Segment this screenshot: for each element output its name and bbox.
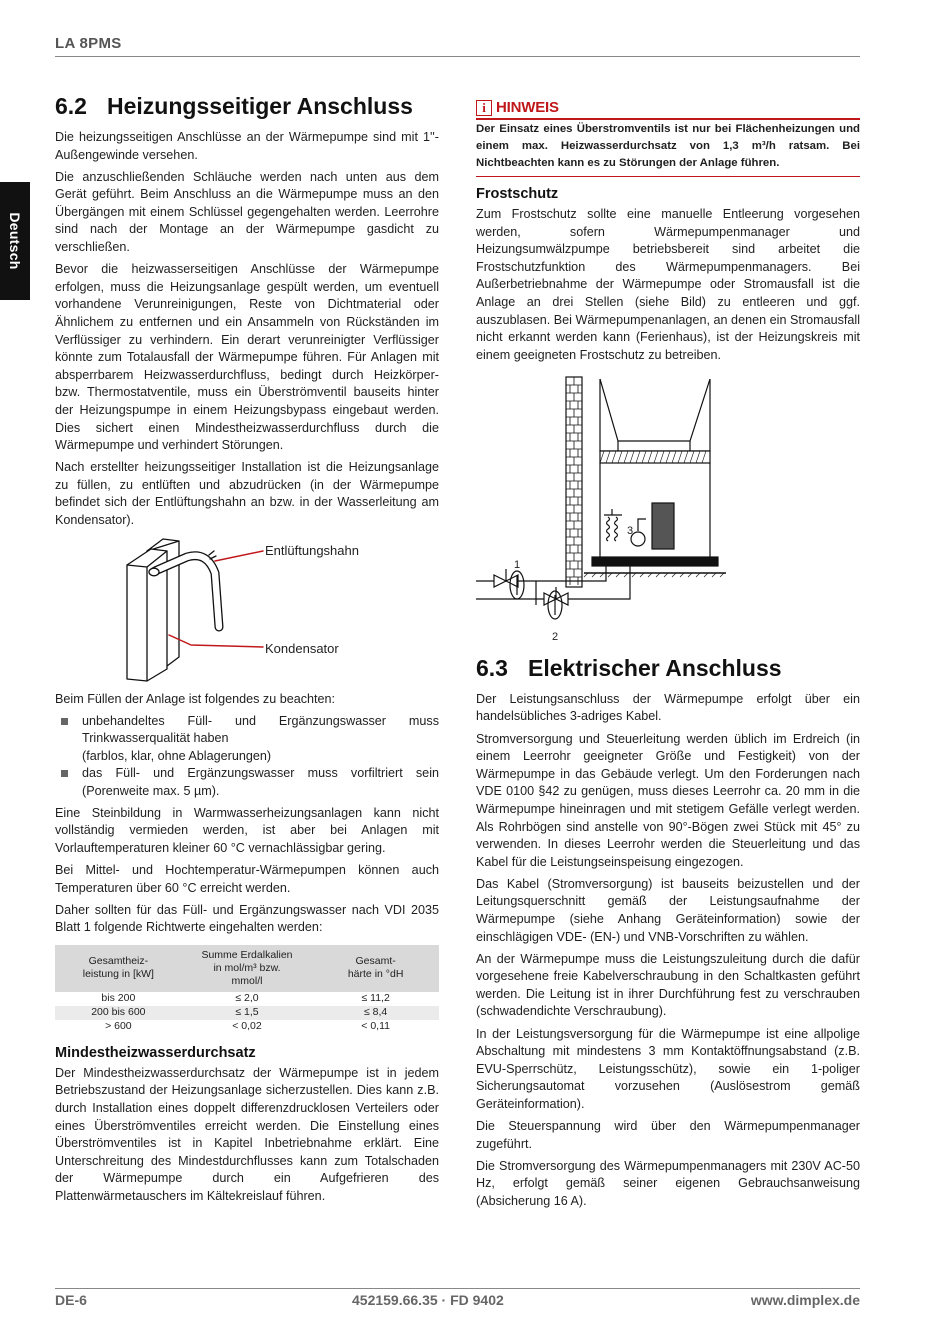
table-cell: > 600 — [105, 1020, 132, 1033]
language-tab-label: Deutsch — [7, 212, 23, 270]
table-header: Summe Erdalkalien in mol/m³ bzw. mmol/l — [182, 945, 313, 992]
table-row — [55, 1006, 439, 1020]
paragraph: Der Mindestheizwasserdurchsatz der Wärmepumpe ist in jedem Betriebszustand der Heizungsanlage sicherzustellen. Dies kann z.B. durch Installation eines doppelt differenzdrucklosen Verteilers oder eines Überströmventiles erreicht werden. Die Einstellung eines Überströmventiles ist in Kapitel Inbetriebnahme erklärt. Eine Unterschreitung des Mindestdurchflusses kann zum Totalschaden der Wärmepumpe durch ein Aufgefrieren des Plattenwärmetauschers im Kältekreislauf führen. — [55, 1065, 439, 1203]
label-condenser: Kondensator — [265, 640, 339, 656]
bullet-square-icon — [61, 770, 68, 777]
paragraph: Eine Steinbildung in Warmwasserheizungsanlagen kann nicht vollständig vermieden werden, ist aber bei Anlagen mit Vorlauftemperaturen kleiner 60 °C vernachlässigbar gering. — [55, 805, 439, 855]
label-bleed-valve: Entlüftungshahn — [265, 542, 359, 558]
list-item-text: das Füll- und Ergänzungswasser muss vorfiltriert sein (Porenweite max. 5 µm). — [82, 766, 439, 799]
figure-label-2: 2 — [552, 630, 559, 643]
paragraph: Bevor die heizwasserseitigen Anschlüsse der Wärmepumpe erfolgen, muss die Heizungsanlage gespült werden, um eventuell vorhandene Verunreinigungen, Reste von Dichtmaterial oder Ähnlichem zu entfernen und ein Ansammeln von Rückständen im Verflüssiger zu verhindern. Ein derart verunreinigter Verflüssiger könnte zum Totalausfall der Wärmepumpe führen. Für Anlagen mit absperrbarem Heizwasserdurchfluss, bedingt durch Heizkörper- bzw. Thermostatventile, muss ein Überströmventil bauseits hinter der Heizungspumpe in einem Heizungsbypass eingebaut werden. Dies sichert einen Mindestheizwasserdurchfluss durch die Wärmepumpe und verhindert Störungen. — [55, 262, 439, 453]
paragraph: Die Stromversorgung des Wärmepumpenmanagers mit 230V AC-50 Hz, erfolgt gemäß seiner eigenen Gebrauchsanweisung (Absicherung 16 A). — [476, 1158, 860, 1208]
section-number: 6.3 — [476, 654, 508, 681]
table-cell: ≤ 8,4 — [312, 1006, 439, 1020]
table-row — [55, 992, 439, 1006]
table-row — [55, 1020, 439, 1034]
table-cell: < 0,02 — [232, 1020, 262, 1033]
section-title: Heizungsseitiger Anschluss — [107, 93, 413, 119]
section-heading-6-2 — [55, 92, 439, 120]
paragraph: An der Wärmepumpe muss die Leistungszuleitung durch die dafür vorgesehene freie Kabelverschraubung in den Schaltkasten geführt werden. Die Leitung ist in ihrer Durchführung fest zu verschrauben (schwadendichte Verschraubung). — [476, 951, 860, 1019]
list-item-note: (farblos, klar, ohne Ablagerungen) — [82, 748, 272, 763]
language-tab — [0, 182, 30, 300]
subheading-frost: Frostschutz — [476, 186, 559, 202]
bullet-square-icon — [61, 718, 68, 725]
footer-rule — [55, 1288, 860, 1289]
footer-doc-number: 452159.66.35 · FD 9402 — [352, 1292, 504, 1308]
header-title: LA 8PMS — [55, 35, 122, 52]
footer-website-link[interactable]: www.dimplex.de — [750, 1292, 860, 1308]
info-icon: i — [476, 100, 492, 116]
section-heading-6-3 — [476, 654, 860, 682]
paragraph: Bei Mittel- und Hochtemperatur-Wärmepumpen können auch Temperaturen über 60 °C erreicht werden. — [55, 862, 439, 895]
paragraph: Zum Frostschutz sollte eine manuelle Entleerung vorgesehen werden, sofern Wärmepumpenmanager und Heizungsumwälzpumpe betriebsbereit sind arbeitet die Frostschutzfunktion des Wärmepumpenmanagers. Bei Außerbetriebnahme der Wärmepumpe oder Stromausfall ist die Anlage an drei Stellen (siehe Bild) zu entleeren und ggf. auszublasen. Bei Wärmepumpenanlagen, an denen ein Stromausfall nicht erkannt werden kann (Ferienhaus), ist der Heizungskreis mit einem geeigneten Frostschutz zu betreiben. — [476, 207, 860, 362]
right-column — [476, 98, 860, 1215]
hinweis-box — [476, 98, 860, 177]
header-rule — [55, 56, 860, 57]
hinweis-text: Der Einsatz eines Überstromventils ist nur bei Flächenheizungen und einem max. Heizwasserdurchsatz von 1,3 m³/h ratsam. Bei Nichtbeachten kann es zu Störungen der Anlage führen. — [476, 123, 860, 169]
paragraph: Das Kabel (Stromversorgung) ist bauseits beizustellen und der Leitungsquerschnitt gemäß der Leistungsaufnahme der Wärmepumpe (siehe Anhang Geräteinformation) sowie der einschlägigen VDE- (EN-) und VNB-Vorschriften zu wählen. — [476, 876, 860, 944]
frost-drain-figure — [476, 369, 860, 644]
paragraph: Nach erstellter heizungsseitiger Installation ist die Heizungsanlage zu füllen, zu entlüften und abzudrücken (in der Wärmepumpe befindet sich der Entlüftungshahn an bzw. in der Wasserleitung am Kondensator). — [55, 460, 439, 527]
water-hardness-table — [55, 945, 439, 1034]
condenser-figure — [55, 537, 439, 682]
section-number: 6.2 — [55, 93, 87, 119]
hinweis-label: HINWEIS — [496, 98, 559, 116]
table-cell: 200 bis 600 — [55, 1006, 182, 1020]
heat-pump-drain-illustration — [476, 369, 860, 644]
figure-label-1: 1 — [514, 558, 521, 571]
list-item — [55, 713, 439, 766]
paragraph: Stromversorgung und Steuerleitung werden üblich im Erdreich (in einem Leerrohr geeigneter Größe und Festigkeit) von der Wärmepumpe in das Gebäude verlegt. Um den Forderungen nach VDE 0100 §42 zu genügen, muss dieses Leerrohr ca. 20 mm in die Wärmepumpe hineinragen und mit stetigem Gefälle verlegt werden. Als Rohrbögen sind anstelle von 90°-Bögen zwei Stück mit 45° zu verwenden. In dieses Leerrohr werden die Steuerleitung und das Kabel für die Leistungseinspeisung eingezogen. — [476, 731, 860, 869]
paragraph: Die Steuerspannung wird über den Wärmepumpenmanager zugeführt. — [476, 1119, 860, 1151]
fill-requirements-list — [55, 713, 439, 801]
table-header: Gesamtheiz- leistung in [kW] — [55, 945, 182, 992]
paragraph: Daher sollten für das Füll- und Ergänzungswasser nach VDI 2035 Blatt 1 folgende Richtwerte eingehalten werden: — [55, 902, 439, 935]
table-cell: ≤ 2,0 — [235, 992, 259, 1005]
table-cell: < 0,11 — [361, 1020, 390, 1033]
list-item — [55, 765, 439, 800]
subheading-min-flow: Mindestheizwasserdurchsatz — [55, 1044, 256, 1061]
figure-label-3: 3 — [627, 524, 634, 537]
table-cell: ≤ 11,2 — [361, 992, 390, 1005]
list-item-text: unbehandeltes Füll- und Ergänzungswasser muss Trinkwasserqualität haben — [82, 713, 439, 746]
condenser-illustration — [55, 537, 439, 682]
hinweis-rule-bottom — [476, 176, 860, 177]
table-cell: ≤ 1,5 — [182, 1006, 313, 1020]
left-column — [55, 92, 439, 1210]
table-cell: bis 200 — [101, 992, 136, 1005]
paragraph: Beim Füllen der Anlage ist folgendes zu beachten: — [55, 691, 336, 706]
paragraph: Die heizungsseitigen Anschlüsse an der Wärmepumpe sind mit 1''-Außengewinde versehen. — [55, 130, 439, 162]
paragraph: In der Leistungsversorgung für die Wärmepumpe ist eine allpolige Abschaltung mit mindestens 3 mm Kontaktöffnungsabstand (z.B. EVU-Sperrschütz, Leistungsschütz), sowie ein 1-poliger Sicherungsautomat vorzusehen (Auslösestrom gemäß Geräteinformation). — [476, 1026, 860, 1111]
footer-page-number: DE-6 — [55, 1292, 87, 1308]
paragraph: Der Leistungsanschluss der Wärmepumpe erfolgt über ein handelsübliches 3-adriges Kabel. — [476, 691, 860, 724]
section-title: Elektrischer Anschluss — [528, 654, 782, 681]
table-header: Gesamt- härte in °dH — [312, 945, 439, 992]
paragraph: Die anzuschließenden Schläuche werden nach unten aus dem Gerät geführt. Beim Anschluss an die Wärmepumpe muss an den Übergängen mit einem Schlüssel gegengehalten werden. Leerrohre sind nach der Montage an der Wärmepumpe gasdicht zu verschließen. — [55, 169, 439, 255]
